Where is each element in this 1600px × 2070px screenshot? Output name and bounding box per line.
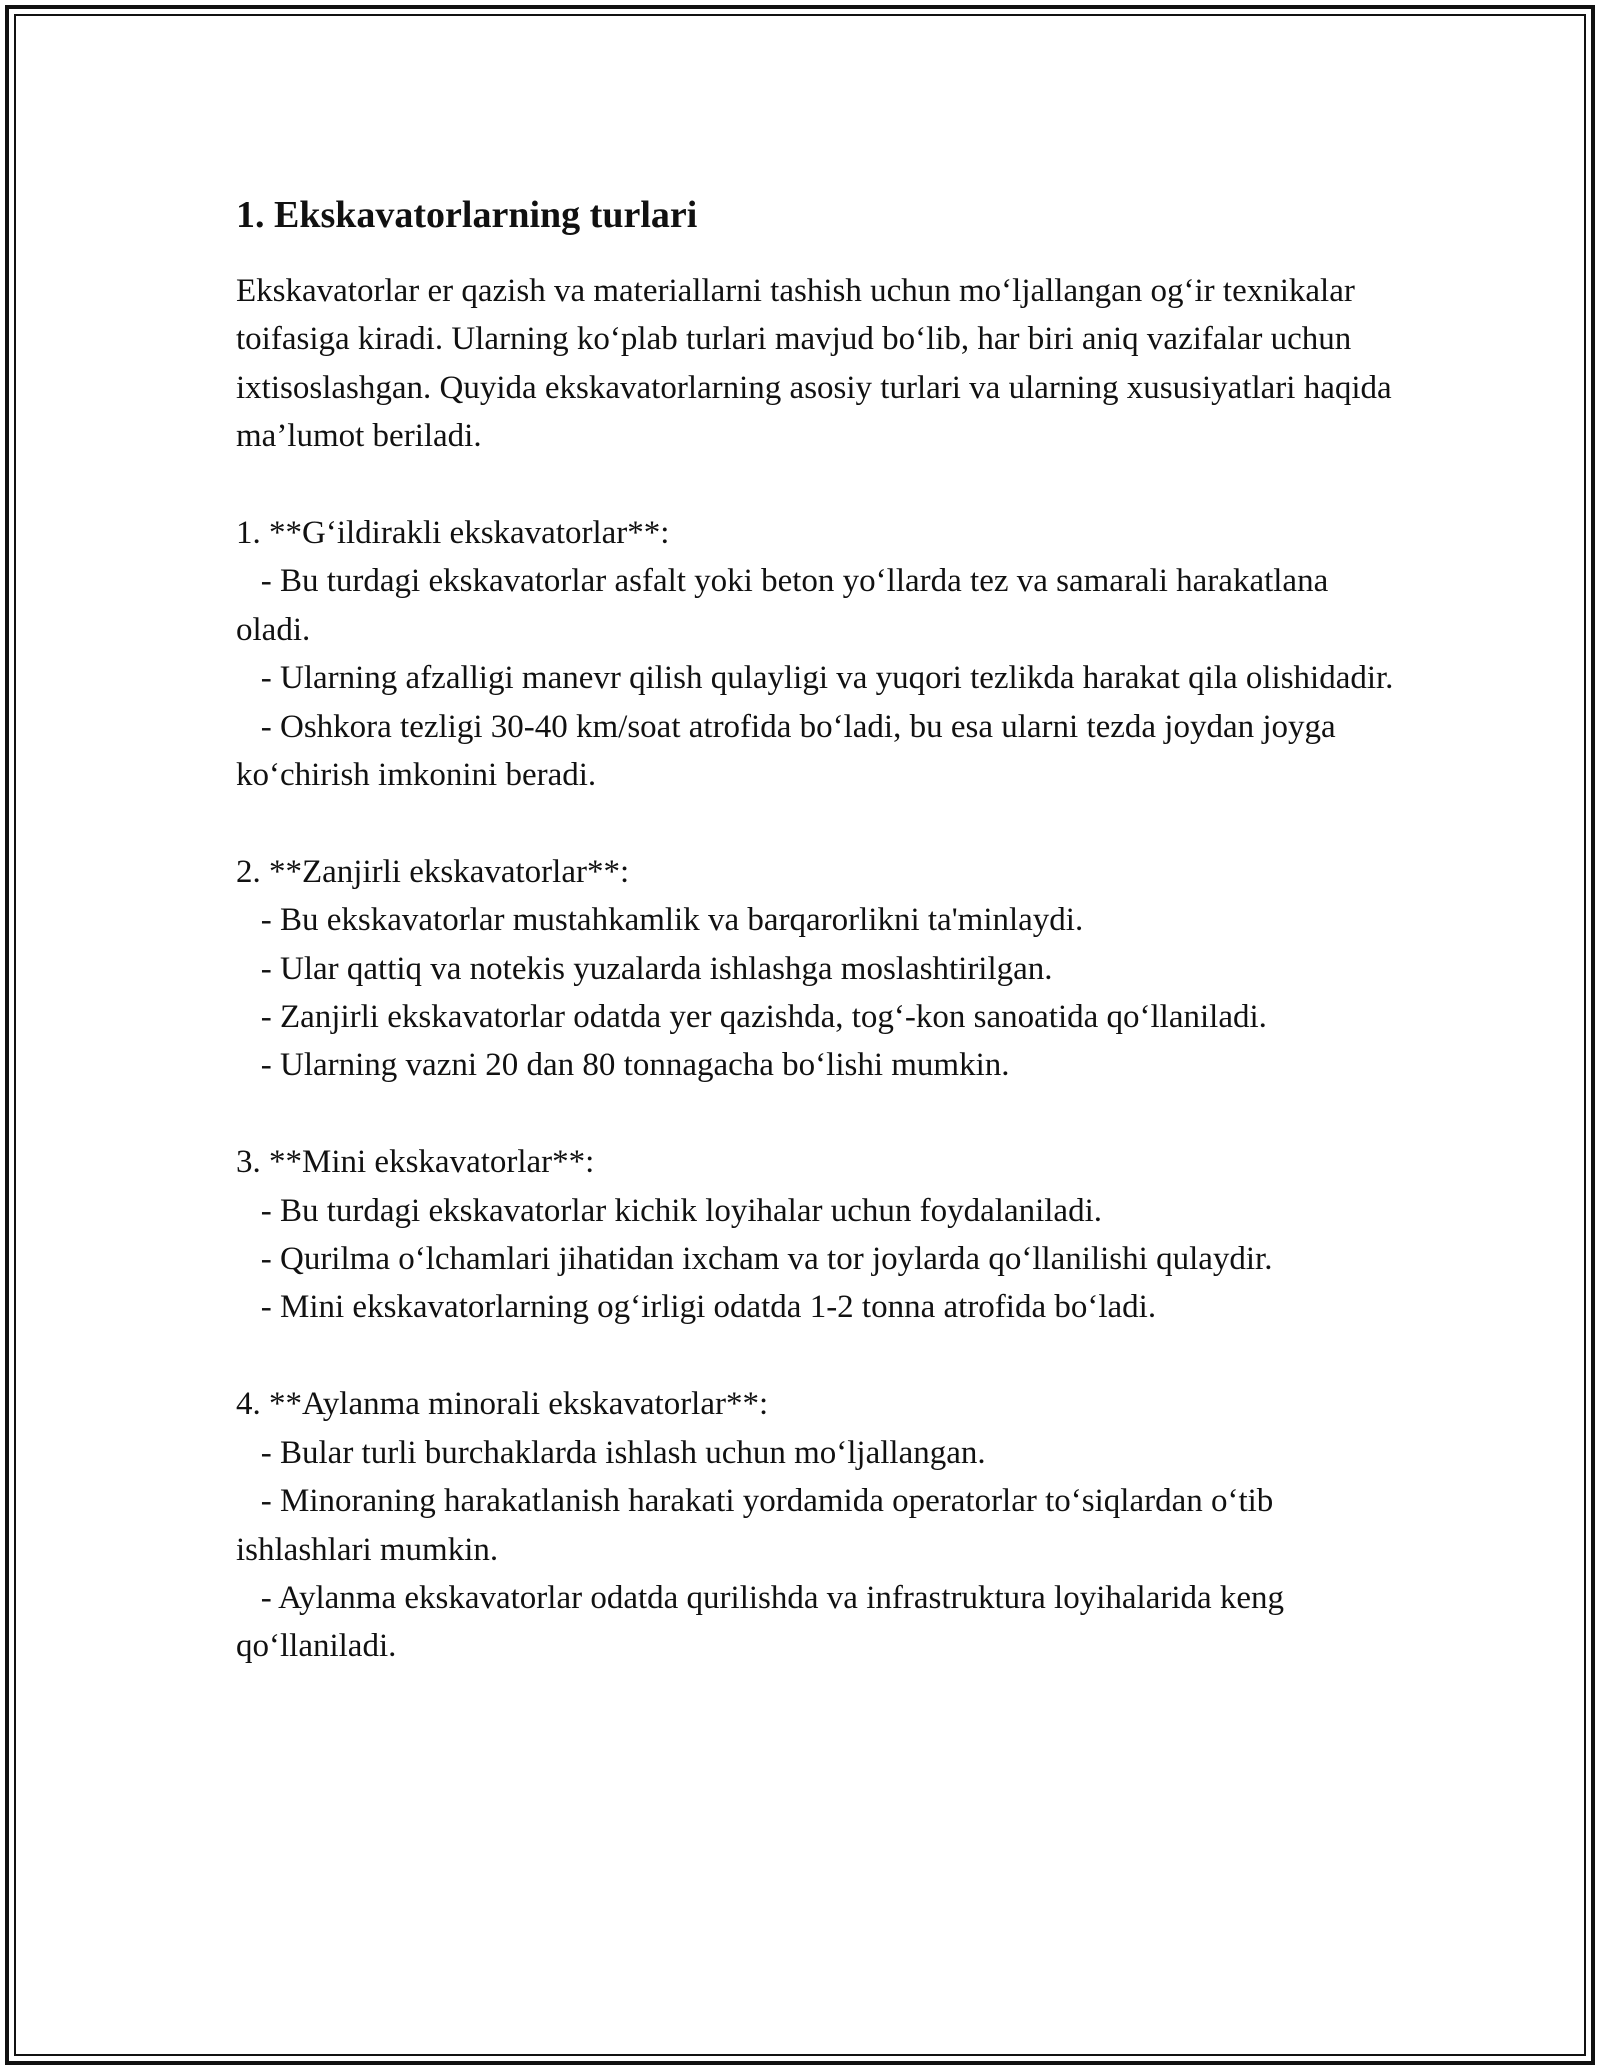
section-heading: 4. **Aylanma minorali ekskavatorlar**: <box>236 1386 769 1423</box>
list-item: - Bu turdagi ekskavatorlar asfalt yoki beton yo‘llarda tez va samarali harakatlana oladi. <box>236 563 1337 648</box>
list-item: - Qurilma o‘lchamlari jihatidan ixcham va tor joylarda qo‘llanilishi qulaydir. <box>236 1241 1273 1278</box>
document-title: 1. Ekskavatorlarning turlari <box>236 194 698 236</box>
list-item: - Ular qattiq va notekis yuzalarda ishlashga moslashtirilgan. <box>236 950 1053 987</box>
intro-paragraph: Ekskavatorlar er qazish va materiallarni tashish uchun mo‘ljallangan og‘ir texnikalar toifasiga kiradi. Ularning ko‘plab turlari mavjud bo‘lib, har biri aniq vazifalar uchun ixtisoslashgan. Quyida ekskavatorlarning asosiy turlari va ularning xususiyatlari haqida ma’lumot beriladi. <box>236 273 1392 455</box>
list-item: - Zanjirli ekskavatorlar odatda yer qazishda, tog‘-kon sanoatida qo‘llaniladi. <box>236 999 1267 1036</box>
document-body <box>236 187 1396 1671</box>
list-item: - Aylanma ekskavatorlar odatda qurilishda va infrastruktura loyihalarida keng qo‘llaniladi. <box>236 1579 1293 1665</box>
section-rotating-tower-excavators <box>236 1380 1396 1670</box>
section-mini-excavators <box>236 1138 1396 1332</box>
list-item: - Bu turdagi ekskavatorlar kichik loyihalar uchun foydalaniladi. <box>236 1192 1102 1229</box>
section-heading: 2. **Zanjirli ekskavatorlar**: <box>236 853 630 890</box>
section-heading: 1. **G‘ildirakli ekskavatorlar**: <box>236 515 670 552</box>
section-heading: 3. **Mini ekskavatorlar**: <box>236 1144 595 1181</box>
list-item: - Bular turli burchaklarda ishlash uchun mo‘ljallangan. <box>236 1434 986 1471</box>
list-item: - Oshkora tezligi 30-40 km/soat atrofida bo‘ladi, bu esa ularni tezda joydan joyga ko‘chirish imkonini beradi. <box>236 708 1344 794</box>
list-item: - Mini ekskavatorlarning og‘irligi odatda 1-2 tonna atrofida bo‘ladi. <box>236 1289 1157 1326</box>
section-crawler-excavators <box>236 848 1396 1090</box>
list-item: - Bu ekskavatorlar mustahkamlik va barqarorlikni ta'minlaydi. <box>236 902 1084 939</box>
section-wheeled-excavators <box>236 509 1396 799</box>
list-item: - Ularning afzalligi manevr qilish qulayligi va yuqori tezlikda harakat qila olishidadir. <box>236 660 1394 697</box>
list-item: - Ularning vazni 20 dan 80 tonnagacha bo‘lishi mumkin. <box>236 1047 1010 1084</box>
list-item: - Minoraning harakatlanish harakati yordamida operatorlar to‘siqlardan o‘tib ishlashlari mumkin. <box>236 1483 1282 1568</box>
